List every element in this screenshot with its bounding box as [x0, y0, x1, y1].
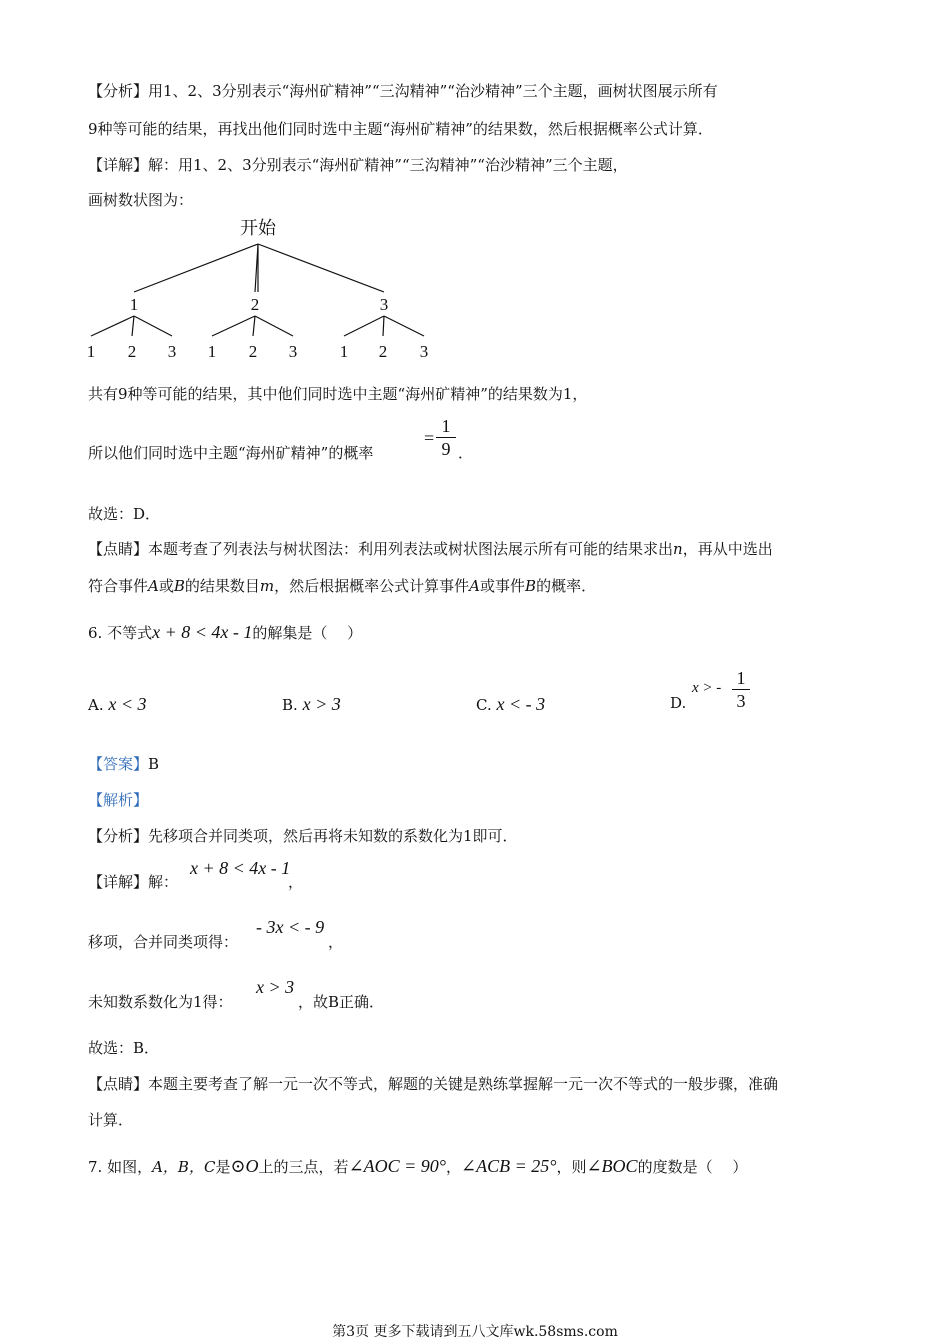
q5-result: 共有9种等可能的结果，其中他们同时选中主题“海州矿精神”的结果数为1，	[88, 385, 588, 403]
q6-detail-math: x + 8 < 4x - 1	[190, 858, 291, 878]
q6-detail-end: ，	[288, 873, 304, 891]
q6-analysis: 【分析】先移项合并同类项，然后再将未知数的系数化为1即可．	[88, 827, 518, 845]
q7-angle-boc: ∠BOC	[586, 1156, 638, 1176]
q6-step2: 未知数系数化为1得：	[88, 993, 233, 1011]
tree-node-level2: 1	[339, 342, 349, 361]
tree-node-level2: 1	[86, 342, 96, 361]
q6-choose: 故选：B．	[88, 1039, 160, 1057]
tree-edge	[253, 316, 255, 336]
tree-edge	[134, 316, 172, 336]
q6-option-a: A. x < 3	[88, 694, 147, 714]
tree-root-label: 开始	[240, 218, 276, 238]
q6-step1: 移项，合并同类项得：	[88, 933, 239, 951]
q6-stem-math: x + 8 < 4x - 1	[152, 622, 253, 642]
q7-angle-aoc: ∠AOC = 90°	[348, 1156, 446, 1176]
q5-prob-fraction	[436, 416, 456, 459]
q5-detail: 【详解】解：用1、2、3分别表示“海州矿精神”“三沟精神”“治沙精神”三个主题，	[88, 156, 628, 174]
tree-node-level2: 2	[378, 342, 388, 361]
q5-analysis: 【分析】用1、2、3分别表示“海州矿精神”“三沟精神”“治沙精神”三个主题，画树状图展示所有	[88, 82, 718, 100]
tree-edge	[212, 316, 255, 336]
tree-node-level2: 3	[419, 342, 429, 361]
q6-option-d-denominator: 3	[736, 691, 746, 711]
tree-node-level1: 2	[250, 295, 260, 314]
q7-circle: ⊙O	[230, 1156, 259, 1176]
page-footer: 第3页 更多下载请到五八文库wk.58sms.com	[332, 1324, 618, 1340]
q6-parse-tag: 【解析】	[88, 791, 149, 809]
tree-edge	[91, 316, 134, 336]
tree-node-level2: 2	[127, 342, 137, 361]
tree-node-level2: 3	[167, 342, 177, 361]
q6-option-d-fraction	[732, 668, 750, 711]
tree-node-level1: 3	[379, 295, 389, 314]
q5-prob-end: ．	[458, 444, 474, 462]
q5-prob-eq: =	[424, 428, 435, 448]
q6-answer: 【答案】B	[88, 755, 160, 773]
q6-option-b: B. x > 3	[282, 694, 341, 714]
q6-step1-math: - 3x < - 9	[256, 917, 325, 937]
tree-diagram	[80, 212, 460, 362]
q5-tree-intro: 画树数状图为：	[88, 191, 194, 209]
q5-choose: 故选：D．	[88, 505, 161, 523]
q5-prob-numerator: 1	[441, 416, 451, 436]
tree-edge	[132, 316, 134, 336]
tree-node-level2: 2	[248, 342, 258, 361]
tree-edge	[134, 244, 258, 292]
q5-comment-2: 符合事件A或B的结果数目m，然后根据概率公式计算事件A或事件B的概率．	[88, 577, 597, 595]
tree-edge	[383, 316, 384, 336]
q6-step2-end: ，故B正确．	[298, 993, 385, 1011]
q7-angle-acb: ∠ACB = 25°	[461, 1156, 557, 1176]
tree-node-level2: 3	[288, 342, 298, 361]
tree-edge	[255, 316, 293, 336]
q6-comment-2: 计算．	[88, 1111, 134, 1129]
tree-node-level2: 1	[207, 342, 217, 361]
q6-stem: 6. 不等式x + 8 < 4x - 1的解集是（ ）	[88, 622, 363, 642]
q5-prob-denominator: 9	[441, 439, 451, 459]
q6-option-d-numerator: 1	[736, 668, 746, 688]
q6-option-c: C. x < - 3	[476, 694, 546, 714]
tree-node-level1: 1	[129, 295, 139, 314]
q6-option-d-label: D.	[670, 694, 687, 712]
q7-stem: 7. 如图，A，B，C是⊙O上的三点，若∠AOC = 90°，∠ACB = 25°，则∠BOC的度数是（ ）	[88, 1156, 748, 1176]
tree-edge	[384, 316, 424, 336]
q6-comment: 【点睛】本题主要考查了解一元一次不等式，解题的关键是熟练掌握解一元一次不等式的一般步骤，准确	[88, 1075, 779, 1093]
q6-step2-math: x > 3	[256, 977, 295, 997]
tree-edge	[258, 244, 384, 292]
tree-edge	[344, 316, 384, 336]
q5-comment: 【点睛】本题考查了列表法与树状图法：利用列表法或树状图法展示所有可能的结果求出n，再从中选出	[88, 540, 773, 558]
q6-step1-end: ，	[328, 933, 344, 951]
q6-option-d-math: x > -	[692, 680, 722, 696]
q6-detail: 【详解】解：	[88, 873, 179, 891]
q5-prob-text: 所以他们同时选中主题“海州矿精神”的概率	[88, 444, 374, 462]
q5-analysis-cont: 9种等可能的结果，再找出他们同时选中主题“海州矿精神”的结果数，然后根据概率公式计算．	[88, 120, 713, 138]
